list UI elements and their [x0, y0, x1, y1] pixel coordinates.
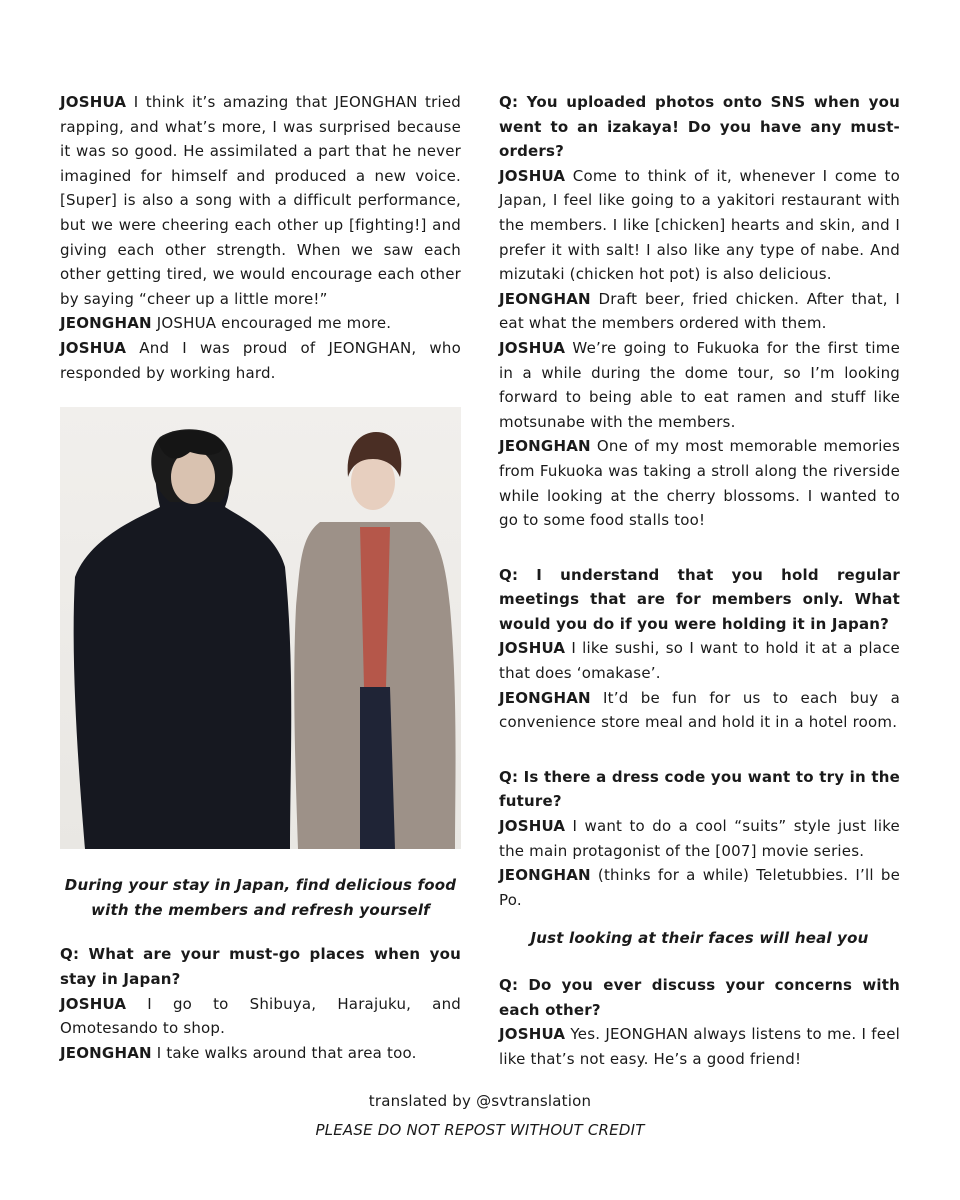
- answer-paragraph: [499, 686, 900, 735]
- answer-text: It’d be fun for us to each buy a convenience store meal and hold it in a hotel room.: [499, 688, 900, 732]
- answer-paragraph: [499, 636, 900, 685]
- answer-text: JOSHUA encouraged me more.: [151, 314, 392, 333]
- speaker-name: JOSHUA: [499, 639, 566, 658]
- answer-text: Come to think of it, whenever I come to Japan, I feel like going to a yakitori restaurant with the members. I like [chicken] hearts and skin, and I prefer it with salt! I also like any type of nabe. And mizutaki (chicken hot pot) is also delicious.: [499, 166, 900, 284]
- question-heading: Q: What are your must-go places when you stay in Japan?: [60, 945, 461, 988]
- translator-credit: translated by @svtranslation: [368, 1092, 592, 1110]
- speaker-name: JOSHUA: [60, 93, 127, 111]
- answer-paragraph: [60, 1041, 461, 1066]
- speaker-name: JEONGHAN: [60, 314, 152, 333]
- answer-text: One of my most memorable memories from Fukuoka was taking a stroll along the riverside while looking at the cherry blossoms. I wanted to go to some food stalls too!: [499, 437, 900, 530]
- answer-text: We’re going to Fukuoka for the first time in a while during the dome tour, so I’m looking forward to being able to eat ramen and stuff like motsunabe with the members.: [499, 338, 900, 431]
- members-photo: [60, 407, 461, 849]
- answer-text: I go to Shibuya, Harajuku, and Omotesando to shop.: [60, 994, 461, 1038]
- question-heading: Q: You uploaded photos onto SNS when you went to an izakaya! Do you have any must-orders?: [499, 93, 900, 161]
- answer-paragraph: [499, 863, 900, 912]
- speaker-name: JEONGHAN: [499, 289, 591, 308]
- answer-paragraph: [499, 287, 900, 336]
- answer-paragraph: [499, 814, 900, 863]
- question-heading: Q: Do you ever discuss your concerns with each other?: [499, 976, 900, 1019]
- answer-text: And I was proud of JEONGHAN, who responded by working hard.: [60, 338, 461, 382]
- speaker-name: JOSHUA: [499, 166, 566, 185]
- answer-paragraph: [499, 164, 900, 287]
- right-column: [499, 90, 900, 1071]
- speaker-name: JOSHUA: [60, 338, 127, 357]
- speaker-name: JOSHUA: [499, 1025, 566, 1044]
- answer-text: I think it’s amazing that JEONGHAN tried rapping, and what’s more, I was surprised because it was so good. He assimilated a part that he never imagined for himself and produced a new voice. [Super] is also a song with a difficult performance, but we were cheering each other up [fighting!] and giving each other strength. When we saw each other getting tired, we would encourage each other by saying “cheer up a little more!”: [60, 93, 461, 308]
- answer-text: Yes. JEONGHAN always listens to me. I feel like that’s not easy. He’s a good friend!: [499, 1025, 900, 1068]
- answer-paragraph: [499, 336, 900, 434]
- answer-paragraph: [60, 336, 461, 385]
- answer-text: I take walks around that area too.: [151, 1043, 417, 1062]
- answer-text: I like sushi, so I want to hold it at a place that does ‘omakase’.: [499, 639, 900, 683]
- speaker-name: JEONGHAN: [499, 688, 591, 707]
- speaker-name: JEONGHAN: [60, 1043, 152, 1062]
- repost-warning: PLEASE DO NOT REPOST WITHOUT CREDIT: [315, 1121, 645, 1139]
- speaker-name: JOSHUA: [499, 338, 566, 357]
- left-column: [60, 90, 461, 1065]
- answer-paragraph: [60, 992, 461, 1041]
- answer-paragraph: [60, 90, 461, 311]
- answer-paragraph: [60, 311, 461, 336]
- photo-caption: During your stay in Japan, find delicious food with the members and refresh yourself: [64, 876, 457, 919]
- answer-text: (thinks for a while) Teletubbies. I’ll be Po.: [499, 866, 900, 909]
- speaker-name: JEONGHAN: [499, 437, 591, 456]
- members-photo-illustration: [60, 407, 461, 849]
- speaker-name: JOSHUA: [60, 994, 127, 1013]
- question-heading: Q: Is there a dress code you want to try in the future?: [499, 767, 900, 811]
- question-heading: Q: I understand that you hold regular meetings that are for members only. What would you do if you were holding it in Japan?: [499, 565, 900, 633]
- section-subheading: Just looking at their faces will heal you: [530, 929, 869, 948]
- answer-text: I want to do a cool “suits” style just like the main protagonist of the [007] movie series.: [499, 817, 900, 860]
- answer-text: Draft beer, fried chicken. After that, I eat what the members ordered with them.: [499, 289, 900, 333]
- answer-paragraph: [499, 1022, 900, 1071]
- speaker-name: JEONGHAN: [499, 866, 591, 885]
- speaker-name: JOSHUA: [499, 817, 566, 836]
- answer-paragraph: [499, 434, 900, 532]
